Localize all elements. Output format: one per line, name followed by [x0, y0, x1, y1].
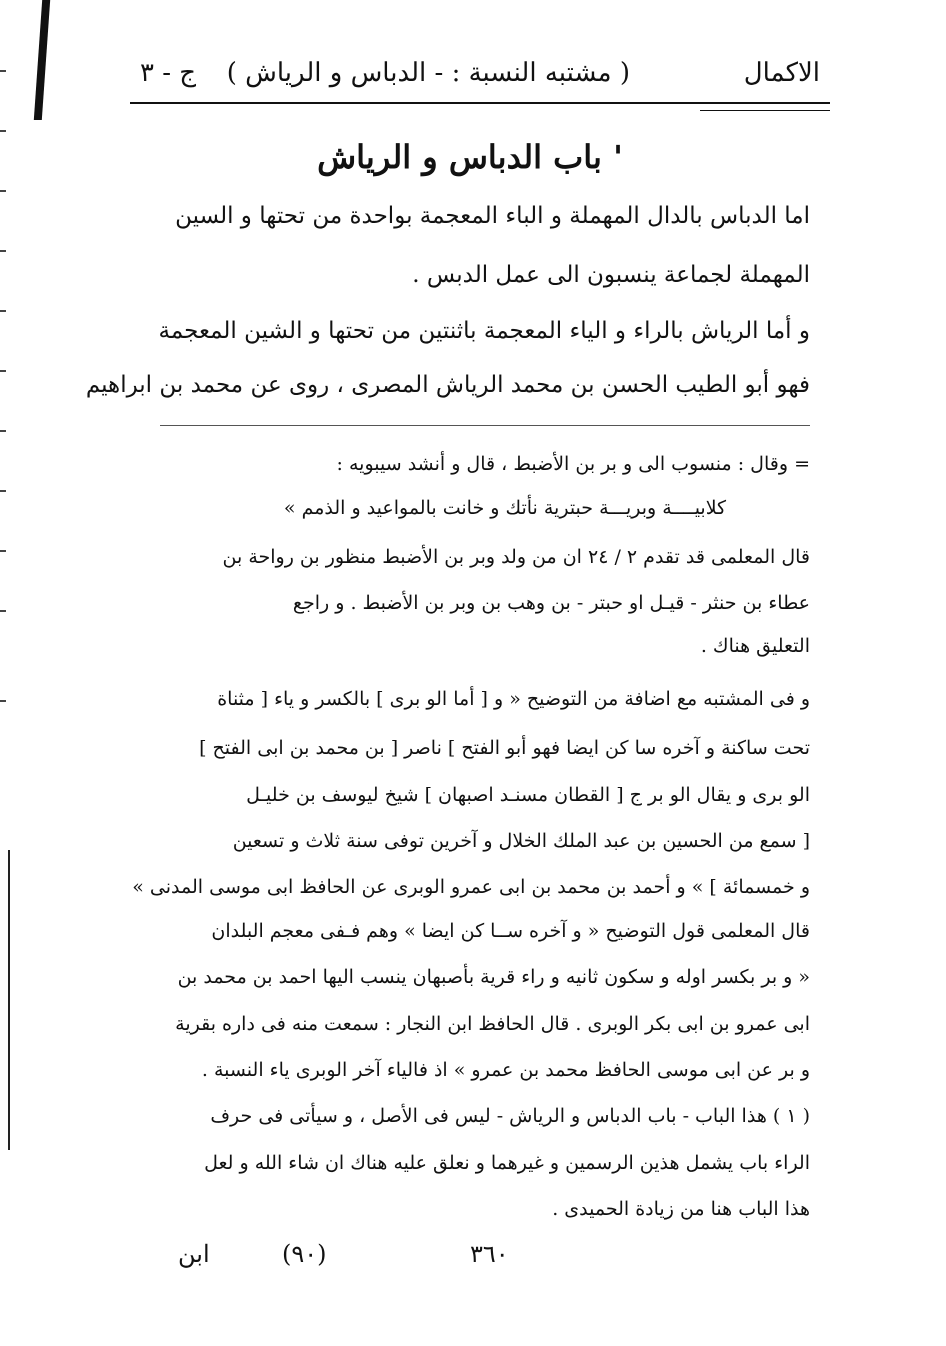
edge-tick	[0, 430, 6, 432]
edge-tick	[0, 610, 6, 612]
footnote-line: « و بر بكسر اوله و سكون ثانيه و راء قرية بأصبهان ينسب اليها احمد بن محمد بن	[177, 966, 810, 988]
edge-tick	[0, 130, 6, 132]
edge-tick	[0, 490, 6, 492]
edge-tick	[0, 310, 6, 312]
footnote-line: تحت ساكنة و آخره سا كن ايضا فهو أبو الفتح ] ناصر [ بن محمد بن ابى الفتح ]	[199, 737, 810, 759]
header-rule	[130, 102, 830, 104]
chapter-title: ' باب الدباس و الرياش	[317, 138, 623, 176]
edge-tick	[0, 550, 6, 552]
footnote-line: [ سمع من الحسين بن عبد الملك الخلال و آخرين توفى سنة ثلاث و تسعين	[232, 830, 810, 852]
edge-tick	[0, 370, 6, 372]
footnote-line: قال المعلمى قد تقدم ٢ / ٢٤ ان من ولد وبر بن الأضبط منظور بن رواحة بن	[222, 546, 810, 568]
running-header	[140, 58, 820, 98]
body-line: فهو أبو الطيب الحسن بن محمد الرياش المصرى ، روى عن محمد بن ابراهيم	[85, 372, 810, 398]
binding-mark	[34, 0, 50, 120]
edge-tick	[0, 250, 6, 252]
footnote-line: ابى عمرو بن ابى بكر الوبرى . قال الحافظ ابن النجار : سمعت منه فى داره بقرية	[175, 1013, 810, 1035]
footnote-line: و فى المشتبه مع اضافة من التوضيح « و [ أما الو برى ] بالكسر و ياء [ مثناة	[217, 688, 810, 710]
footnote-divider	[160, 425, 810, 426]
footnote-line: قال المعلمى قول التوضيح « و آخره ســا كن ايضا » وهم فـفى معجم البلدان	[211, 920, 810, 942]
edge-tick	[0, 700, 6, 702]
footnote-line: = وقال : منسوب الى و بر بن الأضبط ، قال و أنشد سيبويه :	[336, 453, 810, 475]
footnote-verse: كلابيــــة وبريـــة حبترية نأتك و خانت بالمواعيد و الذمم »	[283, 497, 727, 519]
catchword: ابن	[178, 1240, 210, 1268]
edge-tick	[0, 190, 6, 192]
header-volume: ج - ٣	[140, 58, 197, 88]
body-line: اما الدباس بالدال المهملة و الباء المعجمة بواحدة من تحتها و السين	[175, 203, 810, 229]
footnote-line: ( ١ ) هذا الباب - باب الدباس و الرياش - ليس فى الأصل ، و سيأتى فى حرف	[210, 1105, 810, 1127]
footnote-line: و خمسمائة ] » و أحمد بن محمد بن ابى عمرو الوبرى عن الحافظ ابى موسى المدنى »	[132, 876, 810, 898]
footnote-line: الو برى و يقال الو بر ج [ القطان مسنـد اصبهان ] شيخ ليوسف بن خليـل	[246, 784, 810, 806]
footnote-line: هذا الباب هنا من زيادة الحميدى .	[552, 1198, 810, 1220]
folio-number: (٩٠)	[282, 1240, 327, 1268]
header-rule-short	[700, 110, 830, 111]
footnote-line: الراء باب يشمل هذين الرسمين و غيرهما و نعلق عليه هناك ان شاء الله و لعل	[204, 1152, 810, 1174]
footnote-line: و بر عن ابى موسى الحافظ محمد بن عمرو » اذ فالياء آخر الوبرى ياء النسبة .	[201, 1059, 810, 1081]
edge-tick	[0, 70, 6, 72]
footnote-line: التعليق هناك .	[700, 635, 810, 657]
header-section: ( مشتبه النسبة : - الدباس و الرياش )	[226, 58, 630, 88]
scan-edge-line	[8, 850, 10, 1150]
header-book-title: الاكمال	[743, 58, 820, 88]
page-number: ٣٦٠	[470, 1240, 509, 1268]
body-line: المهملة لجماعة ينسبون الى عمل الدبس .	[412, 262, 810, 288]
body-line: و أما الرياش بالراء و الياء المعجمة باثنتين من تحتها و الشين المعجمة	[158, 318, 810, 344]
footnote-line: عطاء بن حنثر - قيـل او حبتر - بن وهب بن وبر بن الأضبط . و راجع	[292, 592, 810, 614]
